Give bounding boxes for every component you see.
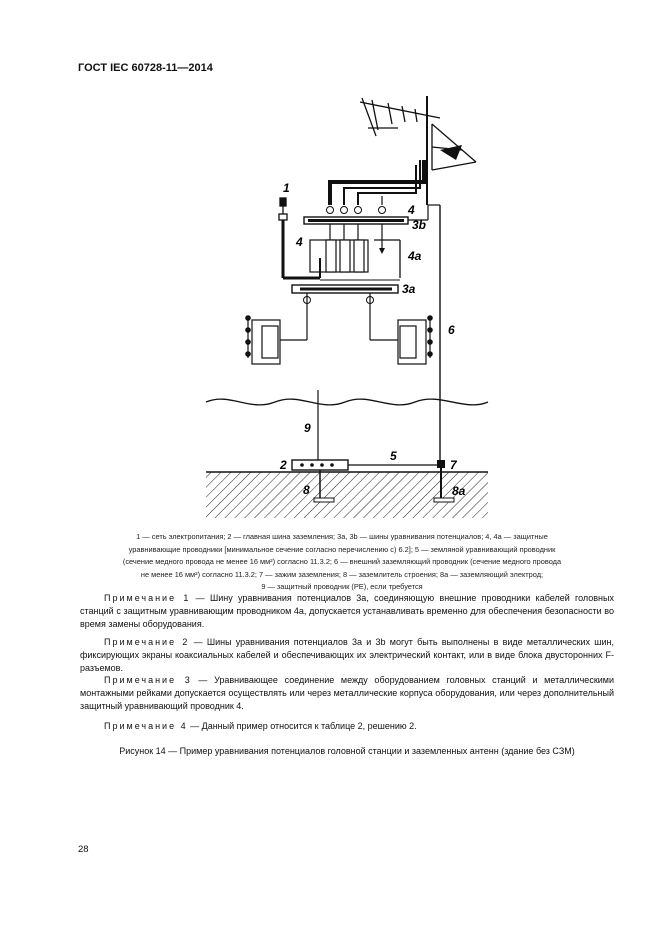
label-1: 1 xyxy=(283,181,290,195)
legend-line: 1 — сеть электропитания; 2 — главная шина заземления; 3a, 3b — шины уравнивания потенциалов; 4, 4a — защитные xyxy=(136,532,548,541)
busbar-3a xyxy=(292,285,398,340)
legend-line: уравнивающие проводники [минимальное сечение согласно перечислению с) 6.2]; 5 — земляной уравнивающий проводник xyxy=(128,544,556,554)
note-2: Примечание 2 — Шины уравнивания потенциалов 3a и 3b могут быть выполнены в виде металлических шин, фиксирующих экраны коаксиальных кабелей и обеспечивающих их электрический контакт, или в виде блока двусторонних F-разъемов. xyxy=(80,637,614,673)
label-4-top: 4 xyxy=(408,203,415,217)
note-4: Примечание 4 — Данный пример относится к таблице 2, решению 2. xyxy=(104,721,417,731)
legend-line: 9 — защитный проводник (PE), если требуется xyxy=(261,582,423,592)
antenna-cables xyxy=(330,160,424,205)
page-number: 28 xyxy=(78,844,89,855)
label-3a: 3a xyxy=(402,282,416,296)
figure-legend xyxy=(82,531,602,594)
note-1: Примечание 1 — Шину уравнивания потенциалов 3a, соединяющую внешние проводники кабелей головных станций с защитным уравнивающим проводником 4a, допускается устанавливать временно для обеспечения безопасности во время замены оборудования. xyxy=(80,593,614,629)
label-4a: 4a xyxy=(408,249,422,263)
label-8: 8 xyxy=(303,483,310,497)
label-9: 9 xyxy=(304,421,311,435)
left-splitter xyxy=(246,316,307,364)
label-6: 6 xyxy=(448,323,455,337)
break-line xyxy=(206,399,488,405)
earth-hatch xyxy=(206,472,488,518)
legend-line: не менее 16 мм²) согласно 11.3.2; 7 — зажим заземления; 8 — заземлитель строения; 8a — заземляющий электрод; xyxy=(140,569,544,579)
label-7: 7 xyxy=(450,458,457,472)
label-8a: 8a xyxy=(452,484,466,498)
label-2: 2 xyxy=(280,458,287,472)
figure-caption: Рисунок 14 — Пример уравнивания потенциалов головной станции и заземленных антенн (здание без СЗМ) xyxy=(119,746,575,756)
label-3b: 3b xyxy=(412,218,427,232)
legend-line: (сечение медного провода не менее 16 мм²) согласно 11.3.2; 6 — внешний заземляющий проводник (сечение медного провода xyxy=(122,557,562,567)
page-header: ГОСТ IEC 60728-11—2014 xyxy=(78,62,213,74)
label-5: 5 xyxy=(390,449,397,463)
note-3: Примечание 3 — Уравнивающее соединение между оборудованием головных станций и металлическими монтажными рейками допускается осуществлять или через металлические корпуса оборудования, или через дополнительный защитный уравнивающий проводник 4. xyxy=(80,675,614,711)
head-end-equipment xyxy=(310,224,368,272)
right-splitter xyxy=(370,316,432,364)
label-4-left: 4 xyxy=(296,235,303,249)
